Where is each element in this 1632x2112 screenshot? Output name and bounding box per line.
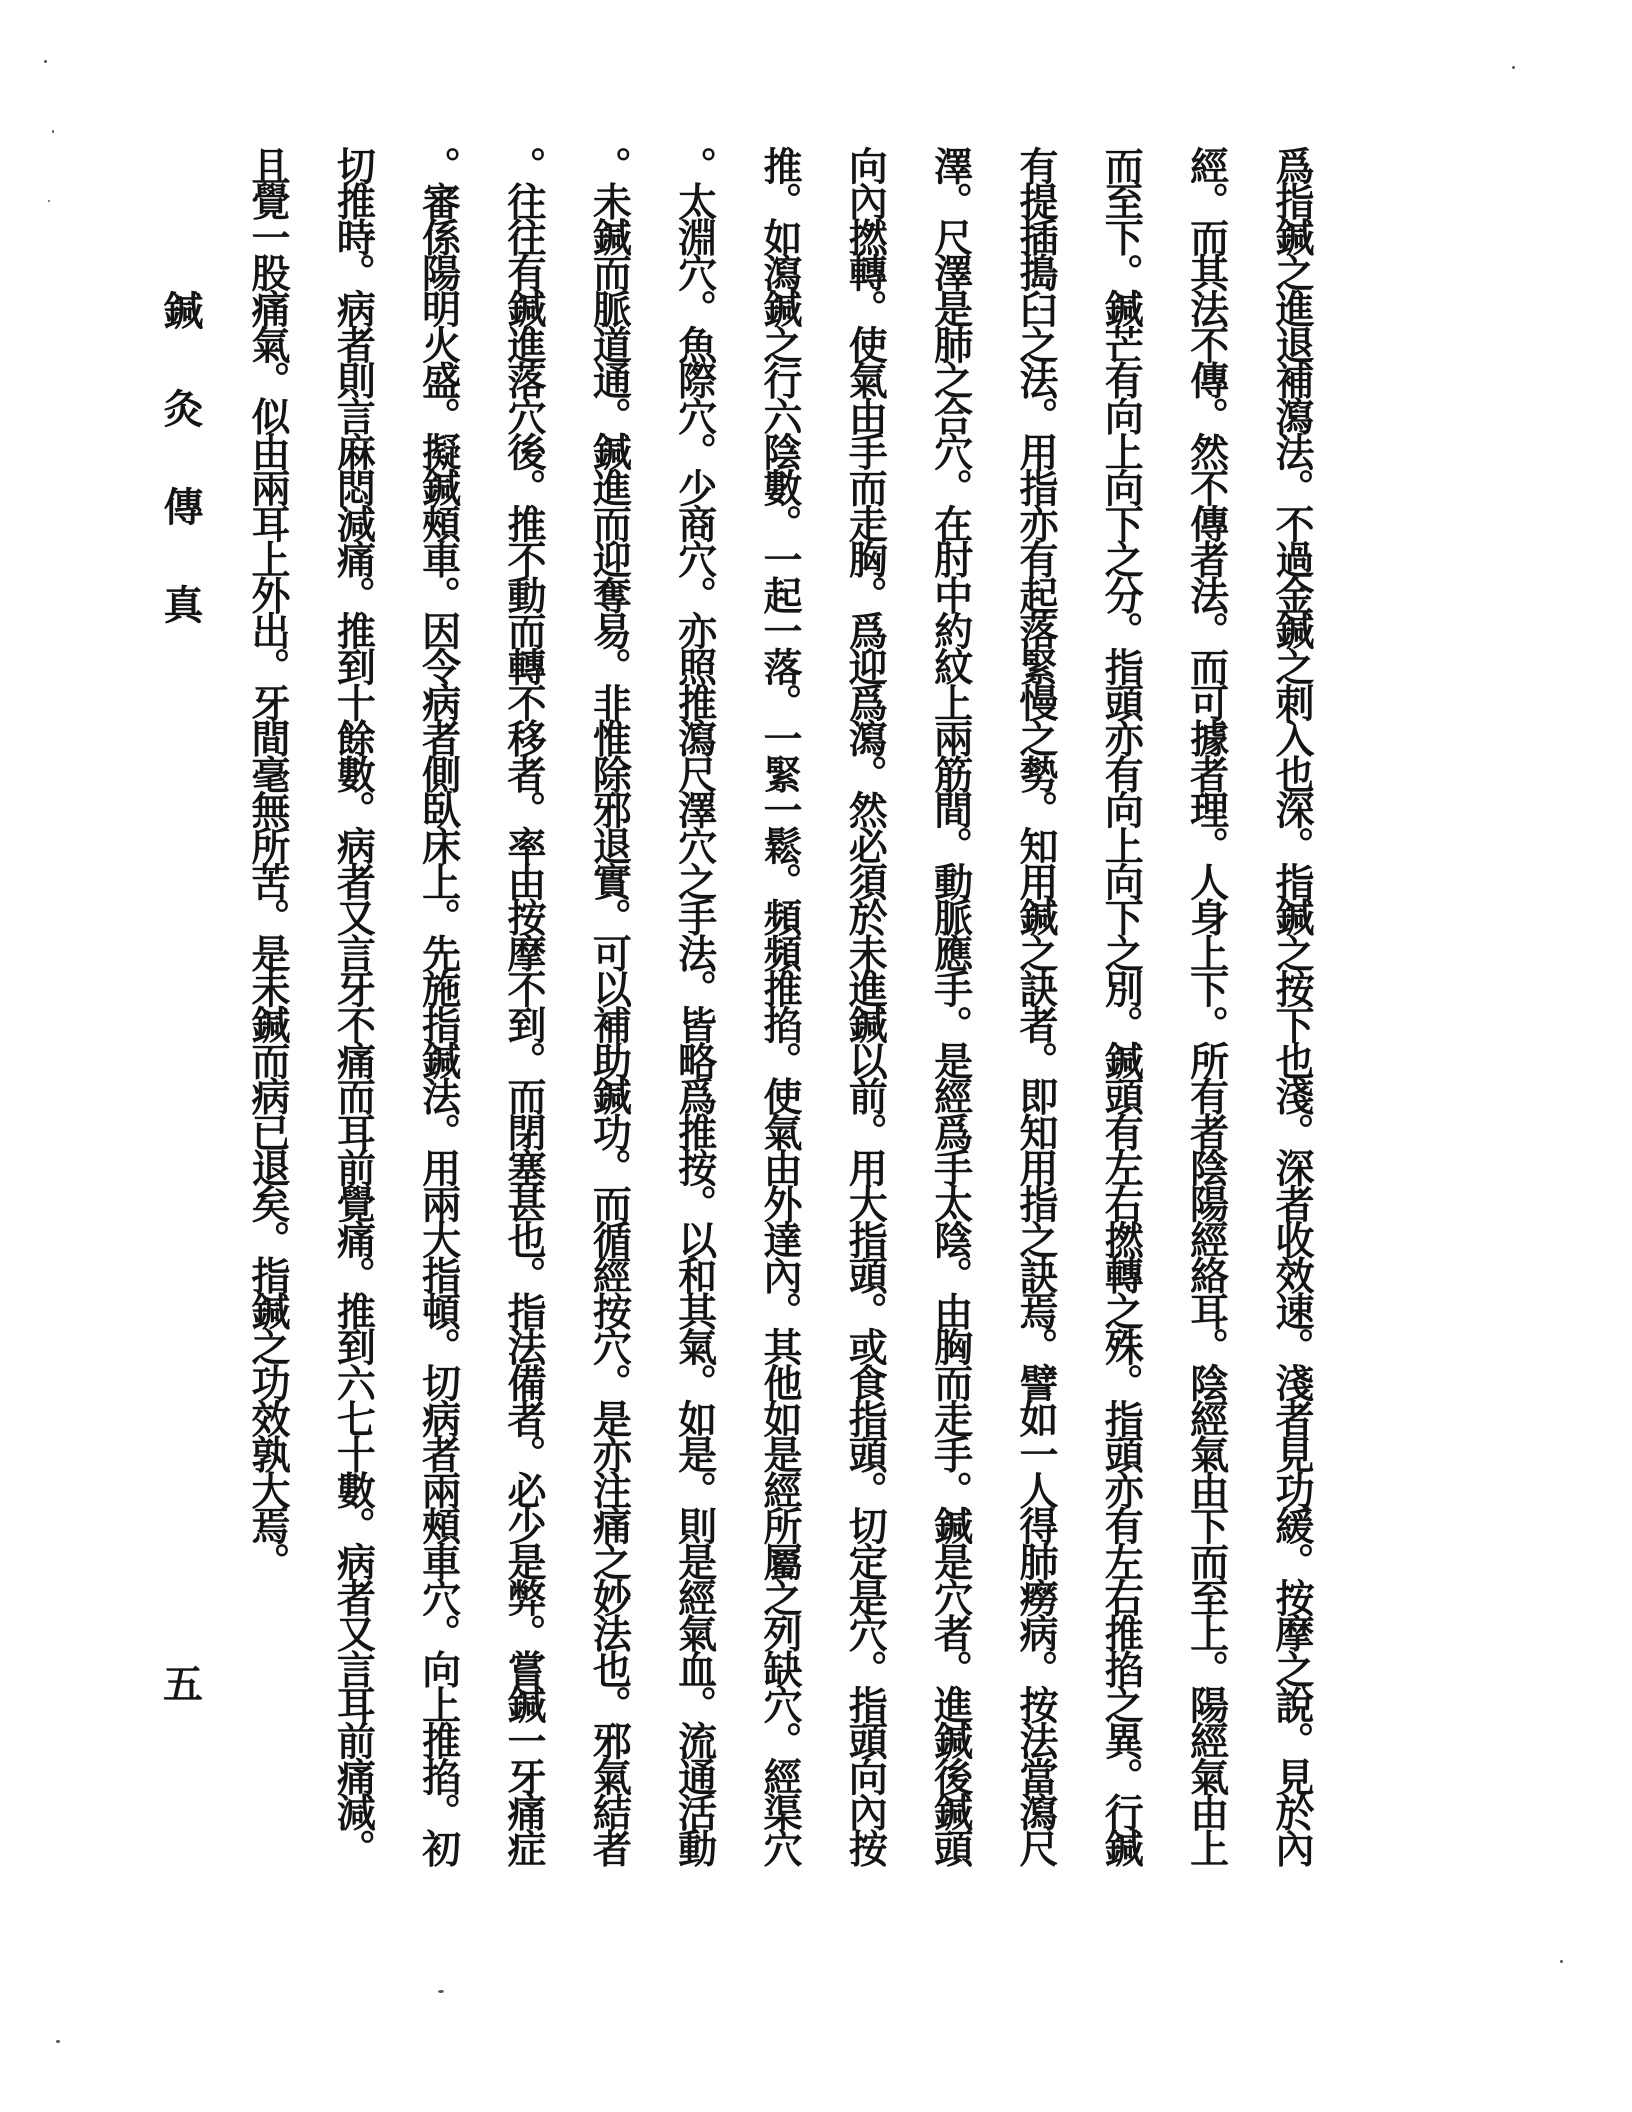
scan-speck [56, 2040, 60, 2043]
text-column: 切推時。病者則言麻悶減痛。推到十餘數。病者又言牙不痛而耳前覺痛。推到六七十數。病者又言耳前痛減。 [330, 146, 377, 1865]
text-column: 。審係陽明火盛。擬鍼頰車。因令病者側臥床上。先施指鍼法。用兩大指頓。切病者兩頰車穴。向上推掐。初 [415, 146, 462, 1865]
text-column: 。太淵穴。魚際穴。少商穴。亦照推瀉尺澤穴之手法。皆略爲推按。以和其氣。如是。則是經氣血。流通活動 [671, 146, 718, 1865]
text-column: 爲指鍼之進退補瀉法。不過金鍼之刺入也深。指鍼之按下也淺。深者收效速。淺者見功緩。按摩之說。見於內 [1268, 146, 1315, 1865]
text-column: 且覺一股痛氣。似由兩耳上外出。牙間毫無所苦。是未鍼而病已退矣。指鍼之功效孰大焉。 [245, 146, 291, 1579]
scan-speck [44, 60, 47, 63]
scan-speck [1560, 1960, 1563, 1963]
text-column: 有提插搗臼之法。用指亦有起落緊慢之勢。知用鍼之訣者。即知用指之訣焉。譬如一人得肺癆病。按法當瀉尺 [1012, 146, 1059, 1865]
text-column: 澤。尺澤是肺之合穴。在肘中約紋上兩筋間。動脈應手。是經爲手太陰。由胸而走手。鍼是穴者。進鍼後鍼頭 [927, 146, 974, 1865]
body-text [238, 146, 1322, 1978]
scan-speck [438, 1990, 444, 1993]
page-number: 五 [163, 1661, 203, 1708]
text-column: 推。如瀉鍼之行六陰數。一起一落。一緊一鬆。頻頻推掐。使氣由外達內。其他如是經所屬之列缺穴。經渠穴 [756, 146, 803, 1865]
scan-speck [1512, 66, 1515, 69]
text-column: 。往往有鍼進落穴後。推不動而轉不移者。率由按摩不到。而閉塞甚也。指法備者。必少是弊。嘗鍼一牙痛症 [500, 146, 547, 1865]
scan-speck [52, 130, 54, 133]
scan-speck [48, 200, 50, 202]
text-column: 向內撚轉。使氣由手而走胸。爲迎爲瀉。然必須於未進鍼以前。用大指頭。或食指頭。切定是穴。指頭向內按 [842, 146, 889, 1865]
text-column: 。未鍼而脈道通。鍼進而迎奪易。非惟除邪退實。可以補助鍼功。而循經按穴。是亦注痛之妙法也。邪氣結者 [586, 146, 633, 1865]
text-column: 經。而其法不傳。然不傳者法。而可據者理。人身上下。所有者陰陽經絡耳。陰經氣由下而至上。陽經氣由上 [1183, 146, 1230, 1865]
book-title-margin: 鍼灸傳真 [157, 290, 204, 682]
text-column: 而至下。鍼芒有向上向下之分。指頭亦有向上向下之別。鍼頭有左右撚轉之殊。指頭亦有左右推掐之異。行鍼 [1098, 146, 1145, 1865]
